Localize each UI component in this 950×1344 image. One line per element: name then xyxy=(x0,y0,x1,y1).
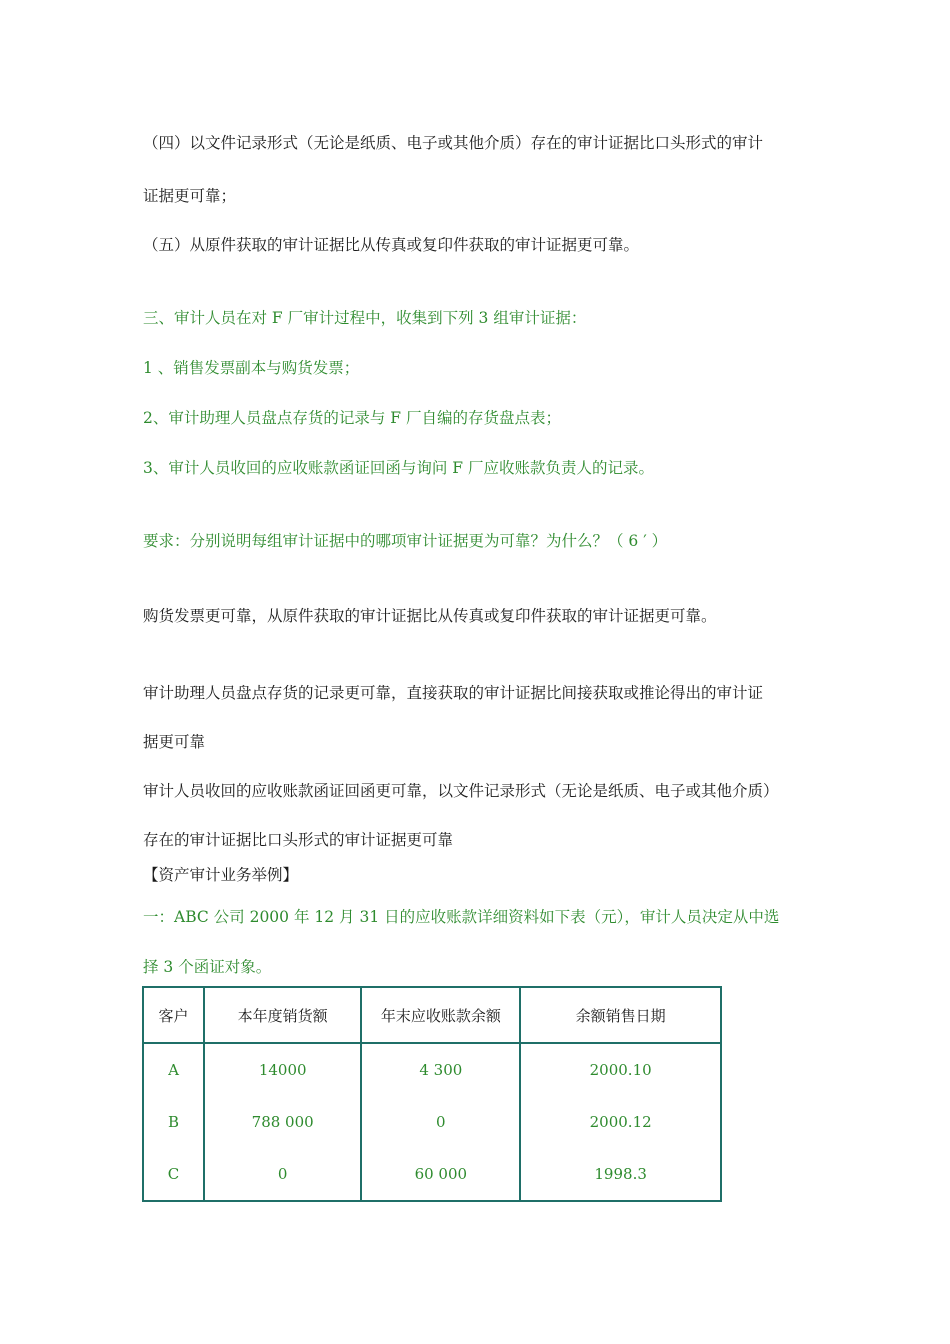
paragraph-four-cont: 证据更可靠； xyxy=(143,187,237,205)
paragraph-five: （五）从原件获取的审计证据比从传真或复印件获取的审计证据更可靠。 xyxy=(143,236,640,254)
example-one-cont: 择 3 个函证对象。 xyxy=(143,958,272,976)
answer-3: 审计人员收回的应收账款函证回函更可靠，以文件记录形式（无论是纸质、电子或其他介质） xyxy=(143,782,779,800)
cell-sales: 0 xyxy=(204,1148,361,1201)
cell-date: 2000.10 xyxy=(520,1043,721,1096)
cell-sales: 788 000 xyxy=(204,1096,361,1148)
paragraph-four: （四）以文件记录形式（无论是纸质、电子或其他介质）存在的审计证据比口头形式的审计 xyxy=(143,134,764,152)
section-heading: 【资产审计业务举例】 xyxy=(143,866,299,884)
question-three: 三、审计人员在对 F 厂审计过程中，收集到下列 3 组审计证据： xyxy=(143,309,587,327)
evidence-item-3: 3、审计人员收回的应收账款函证回函与询问 F 厂应收账款负责人的记录。 xyxy=(143,459,654,477)
cell-date: 1998.3 xyxy=(520,1148,721,1201)
cell-balance: 0 xyxy=(361,1096,520,1148)
receivables-table xyxy=(142,986,722,1202)
table-header-row xyxy=(143,987,721,1043)
cell-balance: 4 300 xyxy=(361,1043,520,1096)
header-annual-sales: 本年度销货额 xyxy=(204,987,361,1043)
answer-3-cont: 存在的审计证据比口头形式的审计证据更可靠 xyxy=(143,831,454,849)
cell-customer: A xyxy=(143,1043,204,1096)
header-balance-sale-date: 余额销售日期 xyxy=(520,987,721,1043)
header-year-end-balance: 年末应收账款余额 xyxy=(361,987,520,1043)
cell-balance: 60 000 xyxy=(361,1148,520,1201)
requirement: 要求：分别说明每组审计证据中的哪项审计证据更为可靠？为什么？（ 6 ′ ） xyxy=(143,532,668,550)
evidence-item-1: 1 、销售发票副本与购货发票； xyxy=(143,359,360,377)
header-customer: 客户 xyxy=(143,987,204,1043)
cell-customer: B xyxy=(143,1096,204,1148)
example-one: 一：ABC 公司 2000 年 12 月 31 日的应收账款详细资料如下表（元），审计人员决定从中选 xyxy=(143,908,780,926)
evidence-item-2: 2、审计助理人员盘点存货的记录与 F 厂自编的存货盘点表； xyxy=(143,409,561,427)
cell-customer: C xyxy=(143,1148,204,1201)
table-row xyxy=(143,1096,721,1148)
answer-2: 审计助理人员盘点存货的记录更可靠，直接获取的审计证据比间接获取或推论得出的审计证 xyxy=(143,684,764,702)
cell-sales: 14000 xyxy=(204,1043,361,1096)
table-row xyxy=(143,1043,721,1096)
table-row xyxy=(143,1148,721,1201)
cell-date: 2000.12 xyxy=(520,1096,721,1148)
answer-2-cont: 据更可靠 xyxy=(143,733,206,751)
answer-1: 购货发票更可靠，从原件获取的审计证据比从传真或复印件获取的审计证据更可靠。 xyxy=(143,607,717,625)
